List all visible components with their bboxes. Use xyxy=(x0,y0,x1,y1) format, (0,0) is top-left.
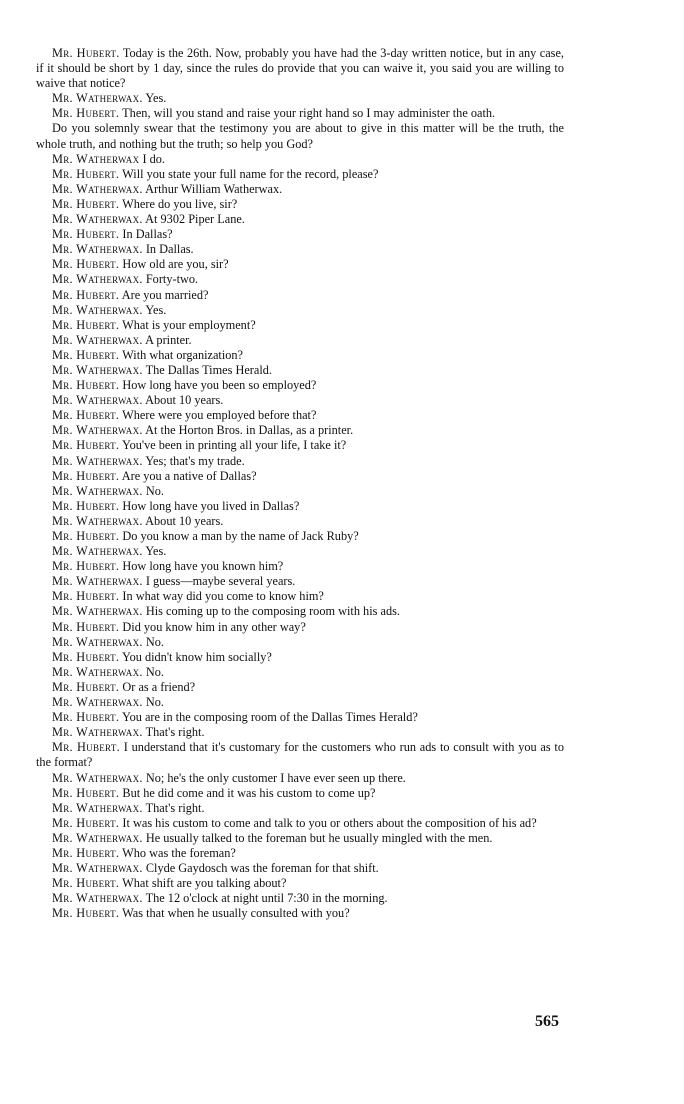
transcript-paragraph xyxy=(36,514,564,529)
speaker-name: Mr. Hubert. xyxy=(52,589,120,604)
speech-text: His coming up to the composing room with his ads. xyxy=(145,604,400,619)
speech-text: Do you solemnly swear that the testimony you are about to give in this matter will be the truth, the whole truth, and nothing but the truth; so help you God? xyxy=(36,121,564,151)
speech-text: You've been in printing all your life, I take it? xyxy=(121,438,347,453)
speaker-name: Mr. Hubert. xyxy=(52,845,120,860)
speaker-name: Mr. Watherwax. xyxy=(52,574,143,589)
speech-text: You are in the composing room of the Dallas Times Herald? xyxy=(121,710,418,725)
speech-text: Then, will you stand and raise your right hand so I may administer the oath. xyxy=(122,106,496,121)
speech-text: Are you married? xyxy=(121,287,209,302)
transcript-paragraph xyxy=(36,152,564,167)
transcript-paragraph xyxy=(36,589,564,604)
speaker-name: Mr. Watherwax. xyxy=(52,302,143,317)
transcript-paragraph xyxy=(36,846,564,861)
transcript-paragraph xyxy=(36,212,564,227)
speech-text: At 9302 Piper Lane. xyxy=(145,212,245,227)
speaker-name: Mr. Watherwax. xyxy=(52,91,143,106)
speech-text: No. xyxy=(145,483,164,498)
transcript-paragraph xyxy=(36,906,564,921)
transcript-paragraph xyxy=(36,559,564,574)
speaker-name: Mr. Hubert. xyxy=(52,740,120,755)
speech-text: In what way did you come to know him? xyxy=(122,589,324,604)
speech-text: But he did come and it was his custom to come up? xyxy=(122,785,376,800)
transcript-paragraph xyxy=(36,604,564,619)
speech-text: No. xyxy=(145,695,164,710)
speech-text: Did you know him in any other way? xyxy=(122,619,306,634)
speaker-name: Mr. Watherwax. xyxy=(52,634,143,649)
speech-text: Do you know a man by the name of Jack Ruby? xyxy=(122,529,359,543)
transcript-paragraph xyxy=(36,363,564,378)
speaker-name: Mr. Watherwax. xyxy=(52,272,143,287)
speech-text: Yes. xyxy=(145,544,167,559)
speech-text: In Dallas? xyxy=(122,227,173,242)
speaker-name: Mr. Hubert. xyxy=(52,498,120,513)
speech-text: About 10 years. xyxy=(145,393,224,408)
speech-text: It was his custom to come and talk to you or others about the composition of his ad? xyxy=(122,815,537,830)
speech-text: You didn't know him socially? xyxy=(121,649,272,664)
speech-text: Who was the foreman? xyxy=(122,845,236,860)
speech-text: In Dallas. xyxy=(145,242,194,257)
speaker-name: Mr. Hubert. xyxy=(52,559,120,574)
speech-text: Today is the 26th. Now, probably you have had the 3-day written notice, but in any case, if it should be short by 1 day, since the rules do provide that you can waive it, you said you are willing to waive that notice? xyxy=(36,46,564,91)
speaker-name: Mr. Watherwax. xyxy=(52,242,143,257)
transcript-paragraph xyxy=(36,454,564,469)
transcript-paragraph xyxy=(36,695,564,710)
transcript-paragraph xyxy=(36,91,564,106)
transcript-paragraph xyxy=(36,348,564,363)
speaker-name: Mr. Watherwax. xyxy=(52,695,143,710)
transcript-paragraph xyxy=(36,861,564,876)
transcript-paragraph xyxy=(36,121,564,151)
speaker-name: Mr. Hubert. xyxy=(52,529,120,543)
transcript-paragraph xyxy=(36,423,564,438)
transcript-paragraph xyxy=(36,303,564,318)
speaker-name: Mr. Hubert. xyxy=(52,227,120,242)
speech-text: At the Horton Bros. in Dallas, as a printer. xyxy=(145,423,354,438)
speaker-name: Mr. Hubert. xyxy=(52,347,120,362)
speaker-name: Mr. Watherwax. xyxy=(52,513,143,528)
speaker-name: Mr. Hubert. xyxy=(52,287,120,302)
speech-text: With what organization? xyxy=(122,347,244,362)
speech-text: He usually talked to the foreman but he usually mingled with the men. xyxy=(145,830,493,845)
speaker-name: Mr. Watherwax. xyxy=(52,604,143,619)
speaker-name: Mr. Hubert. xyxy=(52,257,120,272)
transcript-paragraph xyxy=(36,801,564,816)
speaker-name: Mr. Watherwax. xyxy=(52,332,143,347)
transcript-paragraph xyxy=(36,469,564,484)
speech-text: That's right. xyxy=(145,725,205,740)
transcript-paragraph xyxy=(36,408,564,423)
speech-text: How long have you known him? xyxy=(122,559,284,574)
speech-text: Yes. xyxy=(145,91,167,106)
transcript-paragraph xyxy=(36,499,564,514)
speaker-name: Mr. Hubert. xyxy=(52,408,120,423)
speaker-name: Mr. Watherwax. xyxy=(52,483,143,498)
transcript-paragraph xyxy=(36,197,564,212)
speech-text: Where were you employed before that? xyxy=(122,408,317,423)
transcript-paragraph xyxy=(36,876,564,891)
transcript-paragraph xyxy=(36,333,564,348)
transcript-paragraph xyxy=(36,710,564,725)
transcript-paragraph xyxy=(36,257,564,272)
speech-text: Will you state your full name for the record, please? xyxy=(122,166,379,181)
speech-text: How old are you, sir? xyxy=(122,257,229,272)
speaker-name: Mr. Hubert. xyxy=(52,815,120,830)
transcript-paragraph xyxy=(36,529,564,544)
speaker-name: Mr. Watherwax. xyxy=(52,830,143,845)
speech-text: About 10 years. xyxy=(145,513,224,528)
speech-text: Arthur William Watherwax. xyxy=(145,181,283,196)
transcript-paragraph xyxy=(36,378,564,393)
transcript-paragraph xyxy=(36,227,564,242)
speech-text: How long have you lived in Dallas? xyxy=(122,498,300,513)
speech-text: What shift are you talking about? xyxy=(122,876,287,891)
speaker-name: Mr. Watherwax. xyxy=(52,770,143,785)
speaker-name: Mr. Watherwax. xyxy=(52,181,143,196)
transcript-paragraph xyxy=(36,620,564,635)
speech-text: No; he's the only customer I have ever seen up there. xyxy=(145,770,406,785)
speech-text: That's right. xyxy=(145,800,205,815)
transcript-paragraph xyxy=(36,650,564,665)
speaker-name: Mr. Hubert. xyxy=(52,46,120,60)
transcript-page xyxy=(36,46,564,921)
speaker-name: Mr. Hubert. xyxy=(52,876,120,891)
speaker-name: Mr. Hubert. xyxy=(52,166,120,181)
transcript-paragraph xyxy=(36,680,564,695)
speaker-name: Mr. Hubert. xyxy=(52,649,120,664)
speaker-name: Mr. Hubert. xyxy=(52,378,120,393)
speech-text: How long have you been so employed? xyxy=(122,378,317,393)
transcript-paragraph xyxy=(36,484,564,499)
transcript-paragraph xyxy=(36,242,564,257)
transcript-paragraph xyxy=(36,167,564,182)
speaker-name: Mr. Watherwax. xyxy=(52,861,143,876)
speaker-name: Mr. Hubert. xyxy=(52,710,120,725)
transcript-paragraph xyxy=(36,106,564,121)
transcript-paragraph xyxy=(36,182,564,197)
transcript-paragraph xyxy=(36,438,564,453)
transcript-paragraph xyxy=(36,771,564,786)
speaker-name: Mr. Watherwax. xyxy=(52,423,143,438)
speech-text: Yes; that's my trade. xyxy=(145,453,245,468)
speaker-name: Mr. Hubert. xyxy=(52,679,120,694)
speaker-name: Mr. Watherwax. xyxy=(52,544,143,559)
speaker-name: Mr. Watherwax. xyxy=(52,664,143,679)
transcript-paragraph xyxy=(36,635,564,650)
transcript-paragraph xyxy=(36,393,564,408)
speaker-name: Mr. Hubert. xyxy=(52,106,120,121)
speaker-name: Mr. Hubert. xyxy=(52,619,120,634)
speech-text: The Dallas Times Herald. xyxy=(145,362,272,377)
speaker-name: Mr. Watherwax. xyxy=(52,362,143,377)
speaker-name: Mr. Hubert. xyxy=(52,196,120,211)
speaker-name: Mr. Hubert. xyxy=(52,438,120,453)
speaker-name: Mr. Watherwax. xyxy=(52,891,143,906)
speech-text: Was that when he usually consulted with you? xyxy=(122,906,350,921)
page-number: 565 xyxy=(535,1013,559,1030)
speech-text: I do. xyxy=(142,151,165,166)
transcript-paragraph xyxy=(36,665,564,680)
transcript-paragraph xyxy=(36,288,564,303)
speech-text: Are you a native of Dallas? xyxy=(121,468,257,483)
speech-text: Yes. xyxy=(145,302,167,317)
speech-text: Where do you live, sir? xyxy=(122,196,238,211)
speech-text: Or as a friend? xyxy=(122,679,196,694)
speaker-name: Mr. Watherwax. xyxy=(52,212,143,227)
transcript-paragraph xyxy=(36,544,564,559)
transcript-paragraph xyxy=(36,816,564,831)
transcript-paragraph xyxy=(36,725,564,740)
speaker-name: Mr. Watherwax. xyxy=(52,725,143,740)
speaker-name: Mr. Hubert. xyxy=(52,317,120,332)
transcript-paragraph xyxy=(36,786,564,801)
speaker-name: Mr. Hubert. xyxy=(52,785,120,800)
transcript-paragraph xyxy=(36,46,564,91)
speech-text: A printer. xyxy=(145,332,192,347)
transcript-paragraph xyxy=(36,318,564,333)
speech-text: No. xyxy=(145,634,164,649)
speech-text: I understand that it's customary for the customers who run ads to consult with you as to the format? xyxy=(36,740,564,770)
speaker-name: Mr. Watherwax. xyxy=(52,453,143,468)
speech-text: No. xyxy=(145,664,164,679)
transcript-paragraph xyxy=(36,574,564,589)
speech-text: I guess—maybe several years. xyxy=(145,574,296,589)
speech-text: Clyde Gaydosch was the foreman for that shift. xyxy=(145,861,379,876)
transcript-paragraph xyxy=(36,272,564,287)
speaker-name: Mr. Watherwax. xyxy=(52,800,143,815)
speech-text: Forty-two. xyxy=(145,272,199,287)
speaker-name: Mr. Hubert. xyxy=(52,906,120,921)
transcript-paragraph xyxy=(36,831,564,846)
speaker-name: Mr. Hubert. xyxy=(52,468,120,483)
speaker-name: Mr. Watherwax xyxy=(52,151,140,166)
transcript-paragraph xyxy=(36,740,564,770)
speech-text: The 12 o'clock at night until 7:30 in the morning. xyxy=(145,891,388,906)
speaker-name: Mr. Watherwax. xyxy=(52,393,143,408)
transcript-paragraph xyxy=(36,891,564,906)
speech-text: What is your employment? xyxy=(122,317,256,332)
